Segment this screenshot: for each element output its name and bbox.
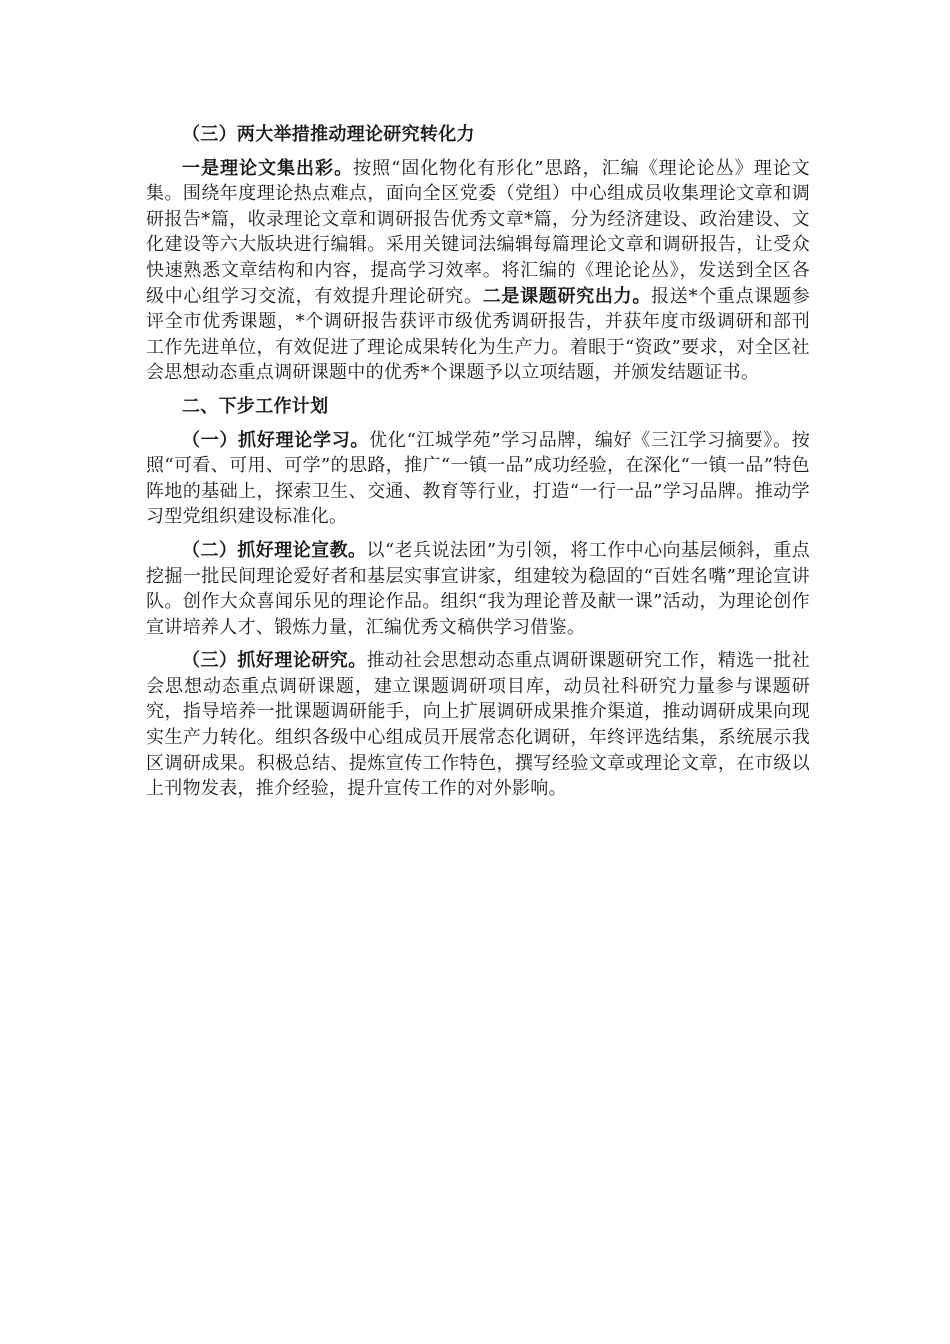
paragraph-theory-research bbox=[146, 648, 810, 802]
text-topic-research: 报送*个重点课题参评全市优秀课题，*个调研报告获评市级优秀调研报告，并获年度市级调研和部刊工作先进单位，有效促进了理论成果转化为生产力。着眼于“资政”要求，对全区社会思想动态重点调研课题中的优秀*个课题予以立项结题，并颁发结题证书。 bbox=[146, 285, 811, 384]
document-page bbox=[146, 122, 810, 810]
text-theory-study: 优化“江城学苑”学习品牌，编好《三江学习摘要》。按照“可看、可用、可学”的思路，推广“一镇一品”成功经验，在深化“一镇一品”特色阵地的基础上，探索卫生、交通、教育等行业，打造“一行一品”学习品牌。推动学习型党组织建设标准化。 bbox=[146, 429, 811, 528]
section-heading-three-measures: （三）两大举措推动理论研究转化力 bbox=[182, 124, 475, 145]
text-theory-education: 以“老兵说法团”为引领，将工作中心向基层倾斜，重点挖掘一批民间理论爱好者和基层实事宣讲家，组建较为稳固的“百姓名嘴”理论宣讲队。创作大众喜闻乐见的理论作品。组织“我为理论普及献一课”活动，为理论创作宣讲培养人才、锻炼力量，汇编优秀文稿供学习借鉴。 bbox=[146, 539, 810, 638]
text-theory-research: 推动社会思想动态重点调研课题研究工作，精选一批社会思想动态重点调研课题，建立课题调研项目库，动员社科研究力量参与课题研究，指导培养一批课题调研能手，向上扩展调研成果推介渠道，推动调研成果向现实生产力转化。组织各级中心组成员开展常态化调研，年终评选结集，系统展示我区调研成果。积极总结、提炼宣传工作特色，撰写经验文章或理论文章，在市级以上刊物发表，推介经验，提升宣传工作的对外影响。 bbox=[146, 650, 811, 800]
paragraph-theory-collection bbox=[146, 156, 810, 386]
lead-theory-education: （二）抓好理论宣教。 bbox=[182, 539, 367, 561]
paragraph-theory-study bbox=[146, 428, 810, 530]
section-heading-next-plan: 二、下步工作计划 bbox=[182, 395, 329, 417]
text-theory-collection: 按照“固化物化有形化”思路，汇编《理论论丛》理论文集。围绕年度理论热点难点，面向全区党委（党组）中心组成员收集理论文章和调研报告*篇，收录理论文章和调研报告优秀文章*篇，分为经济建设、政治建设、文化建设等六大版块进行编辑。采用关键词法编辑每篇理论文章和调研报告，让受众快速熟悉文章结构和内容，提高学习效率。将汇编的《理论论丛》，发送到全区各级中心组学习交流，有效提升理论研究。 bbox=[146, 157, 811, 307]
lead-theory-collection: 一是理论文集出彩。 bbox=[182, 157, 354, 179]
lead-theory-research: （三）抓好理论研究。 bbox=[182, 650, 367, 672]
lead-theory-study: （一）抓好理论学习。 bbox=[182, 429, 370, 451]
lead-topic-research: 二是课题研究出力。 bbox=[482, 285, 652, 307]
paragraph-theory-education bbox=[146, 538, 810, 640]
